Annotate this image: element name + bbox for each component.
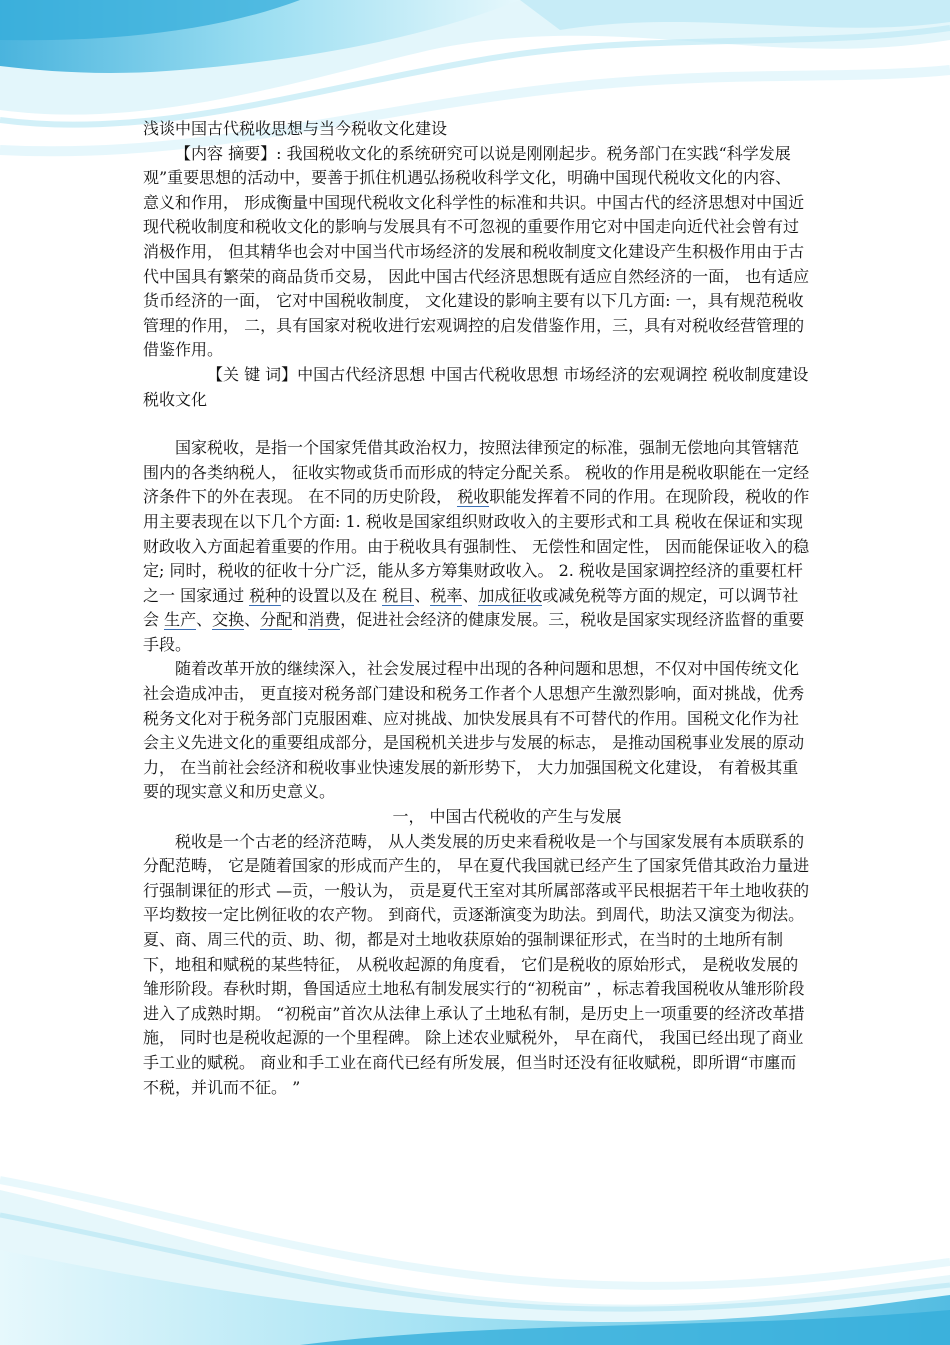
body-paragraph-2: 随着改革开放的继续深入，社会发展过程中出现的各种问题和思想，不仅对中国传统文化社会造成冲击， 更直接对税务部门建设和税务工作者个人思想产生激烈影响，面对挑战，优秀税务文化对于税务部门克服困难、应对挑战、加快发展具有不可替代的作用。国税文化作为社会主义先进文化的重要组成部分，是国税机关进步与发展的标志， 是推动国税事业发展的原动力， 在当前社会经济和税收事业快速发展的新形势下， 大力加强国税文化建设， 有着极其重要的现实意义和历史意义。 [143, 659, 805, 802]
link-shengchan[interactable]: 生产 [164, 610, 197, 630]
body-paragraph-1: 国家税收，是指一个国家凭借其政治权力，按照法律预定的标准，强制无偿地向其管辖范围内的各类纳税人， 征收实物或货币而形成的特定分配关系。 税收的作用是税收职能在一定经济条件下的外在表现。 在不同的历史阶段， 税收职能发挥着不同的作用。在现阶段，税收的作用主要表现在以下几个方面: 1. 税收是国家组织财政收入的主要形式和工具 税收在保证和实现财政收入方面起着重要的作用。由于税收具有强制性、 无偿性和固定性， 因而能保证收入的稳定; 同时，税收的征收十分广泛，能从多方筹集财政收入。 2. 税收是国家调控经济的重要杠杆之一 国家通过 税种的设置以及在 税目、税率、加成征收或减免税等方面的规定，可以调节社会 生产、交换、分配和消费，促进社会经济的健康发展。三，税收是国家实现经济监督的重要手段。 [143, 438, 810, 654]
link-jiaohuan[interactable]: 交换 [212, 610, 245, 630]
body-paragraph-3: 税收是一个古老的经济范畴， 从人类发展的历史来看税收是一个与国家发展有本质联系的分配范畴， 它是随着国家的形成而产生的， 早在夏代我国就已经产生了国家凭借其政治力量进行强制课征的形式 —贡，一般认为， 贡是夏代王室对其所属部落或平民根据若干年土地收获的平均数按一定比例征收的农产物。 到商代，贡逐渐演变为助法。到周代，助法又演变为彻法。夏、商、周三代的贡、助、彻，都是对土地收获原始的强制课征形式，在当时的土地所有制下，地租和赋税的某些特征， 从税收起源的角度看， 它们是税收的原始形式， 是税收发展的雏形阶段。春秋时期，鲁国适应土地私有制发展实行的“初税亩” ，标志着我国税收从雏形阶段进入了成熟时期。 “初税亩”首次从法律上承认了土地私有制，是历史上一项重要的经济改革措施， 同时也是税收起源的一个里程碑。 除上述农业赋税外， 早在商代， 我国已经出现了商业手工业的赋税。 商业和手工业在商代已经有所发展，但当时还没有征收赋税，即所谓“市廛而不税，并讥而不征。 ” [143, 831, 810, 1097]
paragraph-gap [143, 412, 811, 436]
link-fenpei[interactable]: 分配 [260, 610, 293, 630]
keywords-paragraph: 【关 键 词】中国古代经济思想 中国古代税收思想 市场经济的宏观调控 税收制度建设 税收文化 [143, 364, 809, 409]
link-shuimu[interactable]: 税目 [382, 585, 415, 605]
link-xiaofei[interactable]: 消费 [308, 610, 341, 630]
abstract-paragraph: 【内容 摘要】: 我国税收文化的系统研究可以说是刚刚起步。税务部门在实践“科学发展观”重要思想的活动中，要善于抓住机遇弘扬税收科学文化，明确中国现代税收文化的内容、 意义和作用， 形成衡量中国现代税收文化科学性的标准和共识。中国古代的经济思想对中国近现代税收制度和税收文化的影响与发展具有不可忽视的重要作用它对中国走向近代社会曾有过消极作用， 但其精华也会对中国当代市场经济的发展和税收制度文化建设产生积极作用由于古代中国具有繁荣的商品货币交易， 因此中国古代经济思想既有适应自然经济的一面， 也有适应货币经济的一面， 它对中国税收制度， 文化建设的影响主要有以下几方面: 一，具有规范税收管理的作用， 二，具有国家对税收进行宏观调控的启发借鉴作用，三，具有对税收经营管理的借鉴作用。 [143, 143, 810, 360]
link-shuilv[interactable]: 税率 [430, 585, 463, 605]
link-jiacheng-zhengshou[interactable]: 加成征收 [478, 585, 543, 605]
link-shuishou[interactable]: 税收 [457, 487, 490, 507]
document-title: 浅谈中国古代税收思想与当今税收文化建设 [143, 119, 448, 138]
document-body [143, 117, 811, 1100]
section-heading-1: 一， 中国古代税收的产生与发展 [392, 807, 622, 827]
link-shuizhong[interactable]: 税种 [249, 585, 282, 605]
